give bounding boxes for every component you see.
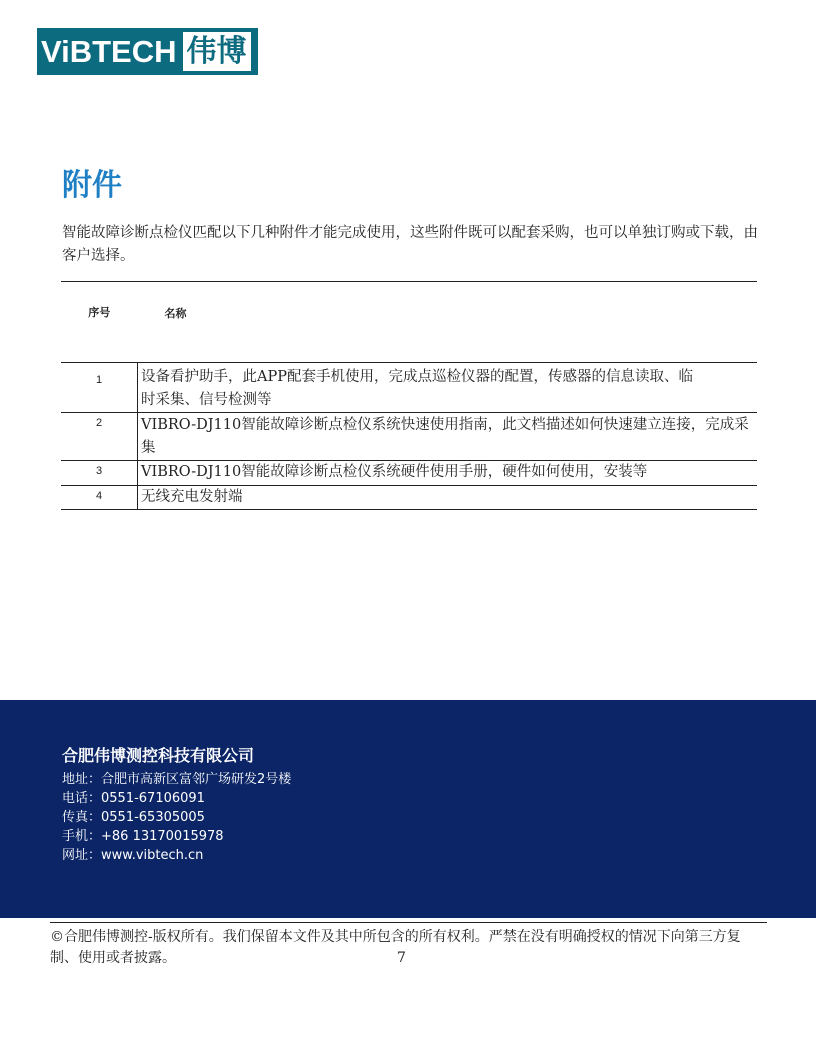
logo-chinese-text: 伟博 — [183, 32, 251, 71]
table-row — [61, 461, 757, 486]
column-header-number: 序号 — [88, 306, 111, 319]
phone-line: 电话：0551-67106091 — [62, 791, 205, 806]
table-row — [61, 363, 757, 413]
intro-paragraph: 智能故障诊断点检仪匹配以下几种附件才能完成使用，这些附件既可以配套采购，也可以单独订购或下载，由客户选择。 — [62, 225, 758, 264]
column-header-name: 名称 — [164, 307, 187, 320]
contact-footer — [0, 700, 816, 918]
contact-details — [62, 770, 291, 865]
table-row — [61, 486, 757, 510]
copyright-text: ©合肥伟博测控-版权所有。我们保留本文件及其中所包含的所有权利。严禁在没有明确授权的情况下向第三方复制、使用或者披露。 — [50, 929, 741, 966]
row-name: VIBRO-DJ110智能故障诊断点检仪系统快速使用指南，此文档描述如何快速建立连接，完成采集 — [141, 417, 749, 456]
row-number: 2 — [61, 413, 138, 461]
row-name: 设备看护助手，此APP配套手机使用，完成点巡检仪器的配置，传感器的信息读取、临时采集、信号检测等 — [141, 369, 693, 408]
table-header-row — [61, 282, 757, 363]
row-number: 3 — [61, 461, 138, 486]
footer-divider — [50, 922, 767, 923]
table-row — [61, 413, 757, 461]
row-number: 4 — [61, 486, 138, 510]
copyright-notice — [50, 927, 766, 969]
website-line: 网址：www.vibtech.cn — [62, 848, 204, 863]
row-name: 无线充电发射端 — [141, 489, 243, 505]
fax-line: 传真：0551-65305005 — [62, 810, 205, 825]
address-line: 地址：合肥市高新区富邻广场研发2号楼 — [62, 772, 292, 787]
row-name: VIBRO-DJ110智能故障诊断点检仪系统硬件使用手册，硬件如何使用，安装等 — [141, 464, 648, 480]
row-number: 1 — [61, 363, 138, 413]
page-number: 7 — [397, 950, 406, 966]
company-logo — [37, 28, 258, 75]
mobile-line: 手机：+86 13170015978 — [62, 829, 224, 844]
section-title: 附件 — [62, 168, 122, 203]
accessories-table — [61, 281, 757, 510]
logo-latin-text: ViBTECH — [41, 34, 177, 69]
company-name: 合肥伟博测控科技有限公司 — [62, 746, 255, 765]
